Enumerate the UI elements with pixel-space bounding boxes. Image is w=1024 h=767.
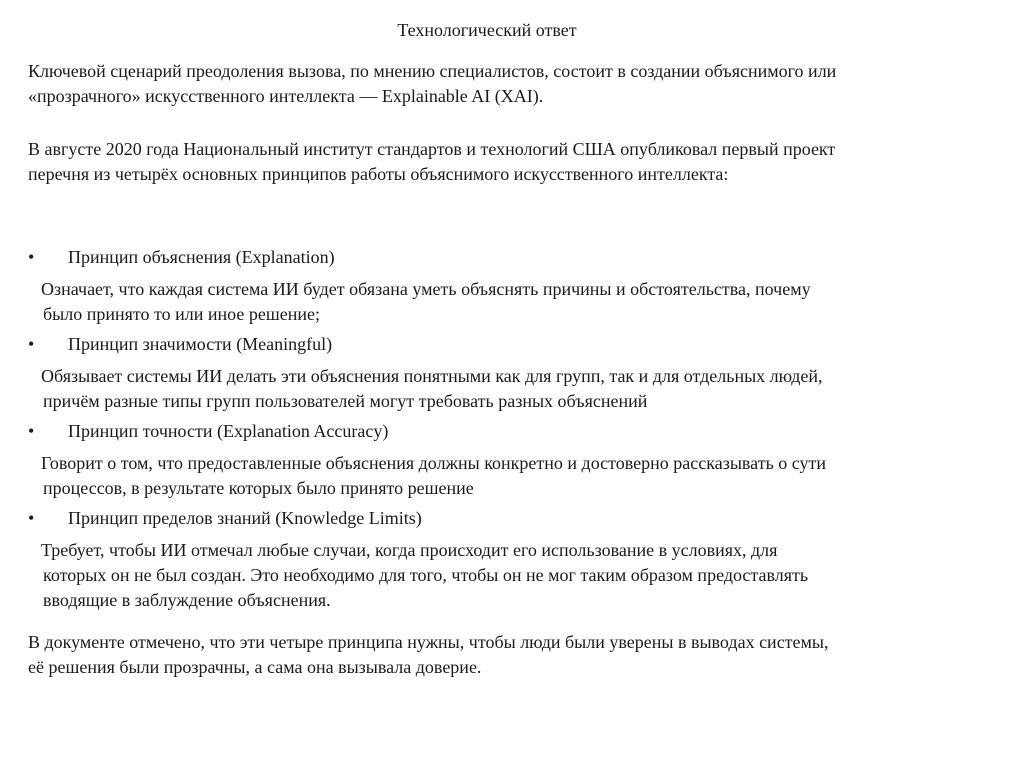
principle-item xyxy=(28,506,988,531)
intro-p1-line2: «прозрачного» искусственного интеллекта — Explainable AI (XAI). xyxy=(28,86,544,106)
description-line: Требует, чтобы ИИ отмечал любые случаи, когда происходит его использование в условиях, для xyxy=(41,540,778,560)
intro-p2-line1: В августе 2020 года Национальный институт стандартов и технологий США опубликовал первый проект xyxy=(28,139,836,159)
bullet-marker: • xyxy=(28,247,35,267)
bullet-marker: • xyxy=(28,334,35,354)
description-line: было принято то или иное решение; xyxy=(43,304,320,324)
principle-name: Принцип точности (Explanation Accuracy) xyxy=(68,421,389,441)
principle-description xyxy=(41,277,941,327)
principle-name: Принцип значимости (Meaningful) xyxy=(68,334,333,354)
description-line: Говорит о том, что предоставленные объяснения должны конкретно и достоверно рассказывать о сути xyxy=(41,453,827,473)
principle-item xyxy=(28,332,988,357)
intro-paragraph-1 xyxy=(28,59,988,109)
principle-item xyxy=(28,419,988,444)
intro-p2-line2: перечня из четырёх основных принципов работы объяснимого искусственного интеллекта: xyxy=(28,164,729,184)
principle-name: Принцип объяснения (Explanation) xyxy=(68,247,335,267)
bullet-marker: • xyxy=(28,508,35,528)
slide-title: Технологический ответ xyxy=(397,20,577,40)
conclusion-line1: В документе отмечено, что эти четыре принципа нужны, чтобы люди были уверены в выводах системы, xyxy=(28,632,829,652)
description-line: которых он не был создан. Это необходимо для того, чтобы он не мог таким образом предоставлять xyxy=(43,565,809,585)
conclusion-paragraph xyxy=(28,630,988,680)
description-line: вводящие в заблуждение объяснения. xyxy=(43,590,331,610)
description-line: Обязывает системы ИИ делать эти объяснения понятными как для групп, так и для отдельных людей, xyxy=(41,366,823,386)
intro-paragraph-2 xyxy=(28,137,988,187)
principle-name: Принцип пределов знаний (Knowledge Limits) xyxy=(68,508,422,528)
bullet-marker: • xyxy=(28,421,35,441)
principle-description xyxy=(41,451,941,501)
principle-description xyxy=(41,364,941,414)
description-line: причём разные типы групп пользователей могут требовать разных объяснений xyxy=(43,391,648,411)
description-line: процессов, в результате которых было принято решение xyxy=(43,478,474,498)
intro-p1-line1: Ключевой сценарий преодоления вызова, по мнению специалистов, состоит в создании объяснимого или xyxy=(28,61,837,81)
conclusion-line2: её решения были прозрачны, а сама она вызывала доверие. xyxy=(28,657,482,677)
principle-item xyxy=(28,245,988,270)
description-line: Означает, что каждая система ИИ будет обязана уметь объяснять причины и обстоятельства, почему xyxy=(41,279,811,299)
principle-description xyxy=(41,538,941,613)
